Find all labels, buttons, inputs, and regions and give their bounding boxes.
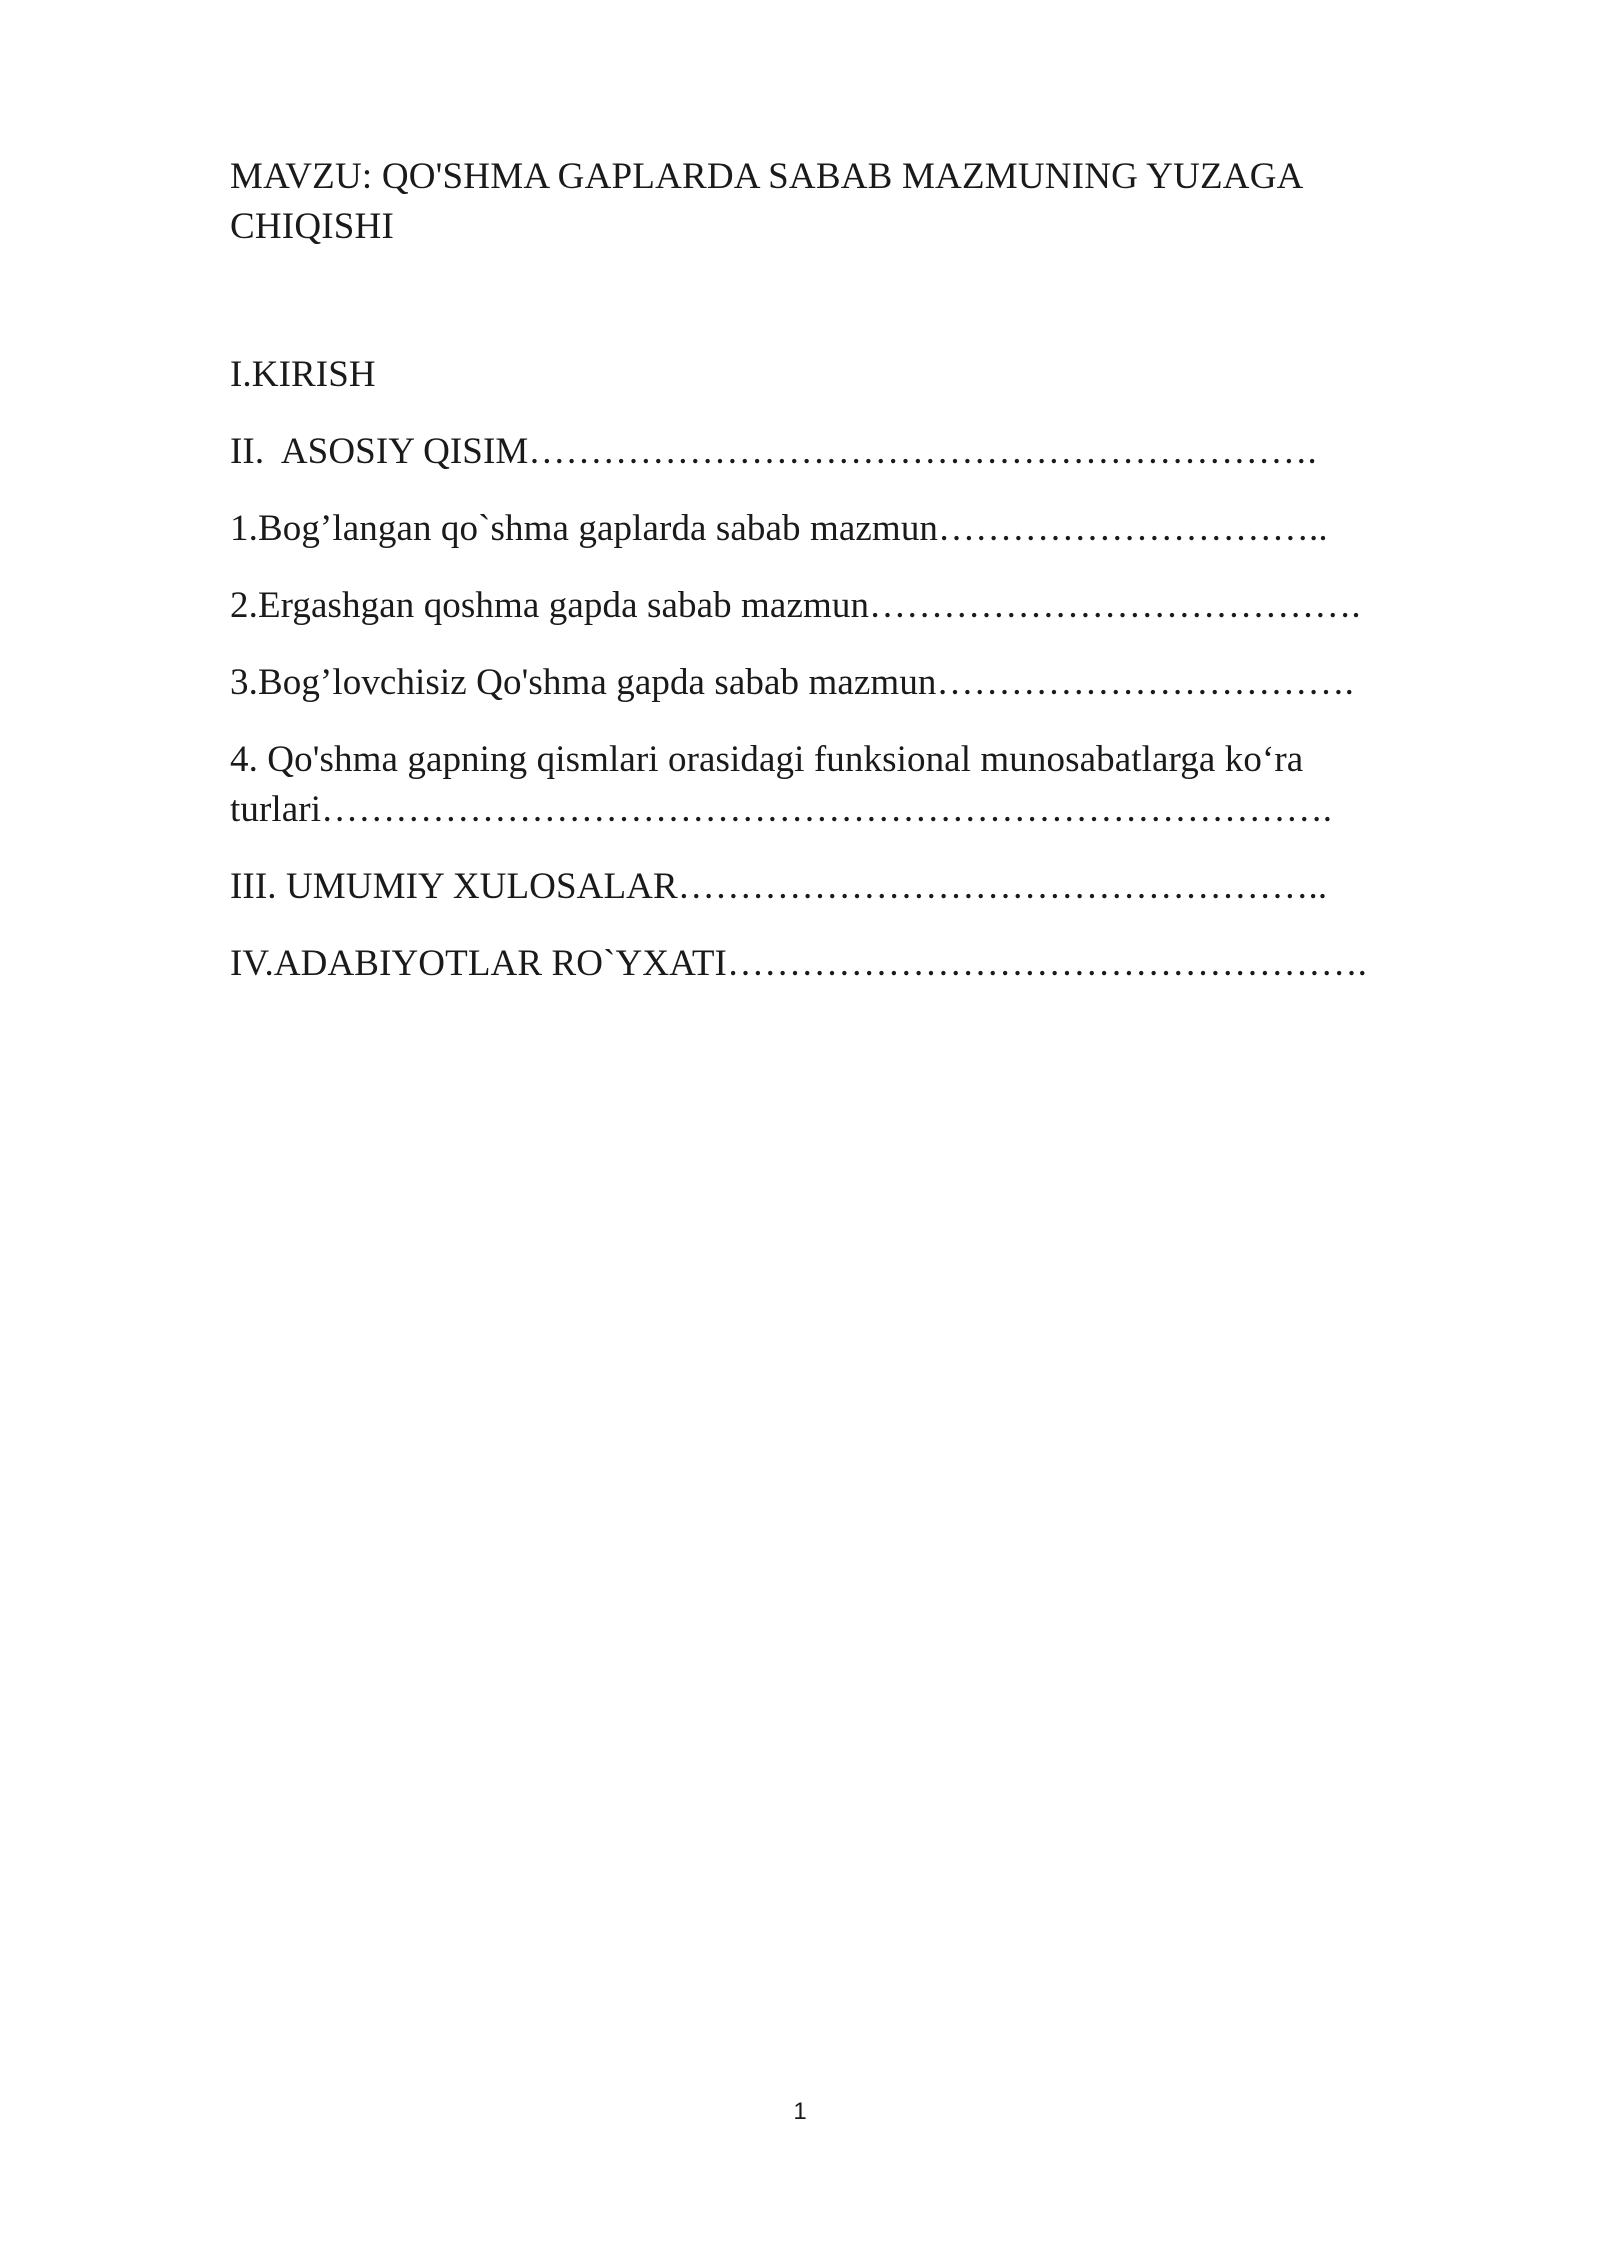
toc-item-introduction: I.KIRISH [230, 354, 376, 395]
toc-item-conclusions: III. UMUMIY XULOSALAR…………………………………………….. [230, 866, 1328, 907]
toc-item-section-4: 4. Qo'shma gapning qismlari orasidagi funksional munosabatlarga ko‘ra turlari………………………………………………………………………. [230, 739, 1333, 830]
document-title: MAVZU: QO'SHMA GAPLARDA SABAB MAZMUNING YUZAGA CHIQISHI [230, 156, 1302, 247]
toc-item-bibliography: IV.ADABIYOTLAR RO`YXATI……………………………………………. [230, 943, 1368, 984]
table-of-contents [230, 350, 1410, 1016]
page-content [230, 152, 1410, 984]
toc-item-section-2: 2.Ergashgan qoshma gapda sabab mazmun…………………………………. [230, 585, 1361, 626]
toc-item-section-3: 3.Bog’lovchisiz Qo'shma gapda sabab mazmun……………………………. [230, 662, 1354, 703]
page-number: 1 [793, 2098, 807, 2125]
toc-item-section-1: 1.Bog’langan qo`shma gaplarda sabab mazmun………………………….. [230, 508, 1328, 549]
toc-item-main-part: II. ASOSIY QISIM………………………………………………………. [230, 431, 1317, 472]
